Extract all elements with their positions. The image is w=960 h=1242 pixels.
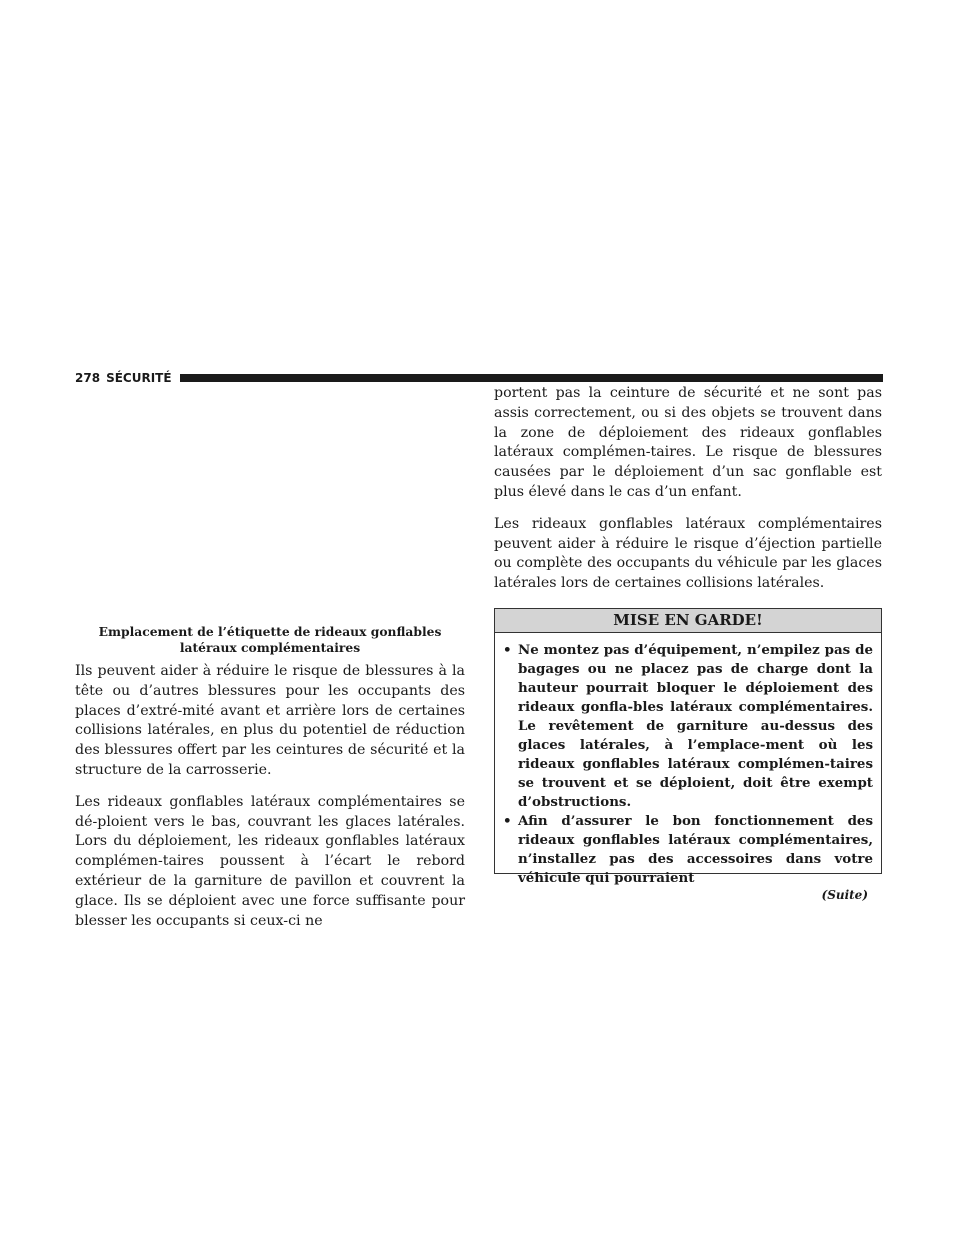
warning-title: MISE EN GARDE! [495,609,881,633]
paragraph: Les rideaux gonflables latéraux complémentaires se dé-ploient vers le bas, couvrant les glaces latérales. Lors du déploiement, les rideaux gonflables latéraux complémen-taires poussent à l’écart le rebord extérieur de la garniture de pavillon et couvrent la glace. Ils se déploient avec une force suffisante pour blesser les occupants si ceux-ci ne [75,793,465,929]
header-rule [180,374,883,382]
section-title: SÉCURITÉ [106,371,172,385]
bullet-icon: • [503,641,512,658]
bullet-icon: • [503,812,512,829]
list-item [503,641,873,812]
continued-label: (Suite) [821,887,868,902]
figure-caption: Emplacement de l’étiquette de rideaux gonflables latéraux complémentaires [98,624,442,655]
right-column [494,384,882,906]
warning-item-text: Afin d’assurer le bon fonctionnement des rideaux gonflables latéraux complémentaires, n’installez pas des accessoires dans votre véhicule qui pourraient [518,812,873,886]
paragraph: Les rideaux gonflables latéraux complémentaires peuvent aider à réduire le risque d’éjection partielle ou complète des occupants du véhicule par les glaces latérales lors de certaines collisions latérales. [494,515,882,592]
paragraph: Ils peuvent aider à réduire le risque de blessures à la tête ou d’autres blessures pour les occupants des places d’extré-mité avant et arrière lors de certaines collisions latérales, en plus du potentiel de réduction des blessures offert par les ceintures de sécurité et la structure de la carrosserie. [75,663,465,778]
warning-box [494,608,882,886]
list-item [503,812,873,888]
paragraph: portent pas la ceinture de sécurité et ne sont pas assis correctement, ou si des objets se trouvent dans la zone de déploiement des rideaux gonflables latéraux complémen-taires. Le risque de blessures causées par le déploiement d’un sac gonflable est plus élevé dans le cas d’un enfant. [494,385,882,500]
left-column [75,624,465,943]
warning-item-text: Ne montez pas d’équipement, n’empilez pas de bagages ou ne placez pas de charge dont la hauteur pourrait bloquer le déploiement des rideaux gonfla-bles latéraux complémentaires. Le revêtement de garniture au-dessus des glaces latérales, à l’emplace-ment où les rideaux gonflables latéraux complémen-taires se trouvent et se déploient, doit être exempt d’obstructions. [518,641,873,810]
page-number: 278 [75,371,101,385]
warning-list [495,633,881,888]
